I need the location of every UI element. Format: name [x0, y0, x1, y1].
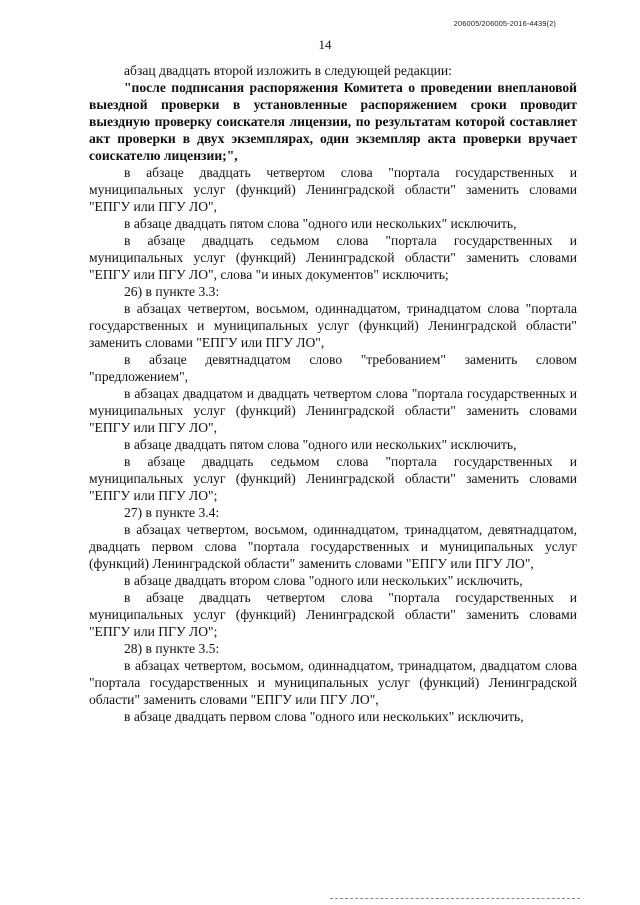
page-bottom-divider [330, 898, 580, 899]
paragraph: в абзаце двадцать седьмом слова "портала государственных и муниципальных услуг (функций) Ленинградской области" заменить словами "ЕПГУ или ПГУ ЛО"; [89, 454, 577, 503]
paragraph: в абзаце двадцать втором слова "одного или нескольких" исключить, [124, 573, 523, 588]
paragraph: в абзацах четвертом, восьмом, одиннадцатом, тринадцатом, девятнадцатом, двадцать первом слова "портала государственных и муниципальных услуг (функций) Ленинградской области" заменить словами "ЕПГУ или ПГУ ЛО", [89, 522, 577, 571]
section-item-heading: 27) в пункте 3.4: [124, 505, 220, 520]
paragraph: в абзаце двадцать пятом слова "одного или нескольких" исключить, [124, 437, 517, 452]
paragraph: в абзацах четвертом, восьмом, одиннадцатом, тринадцатом, двадцатом слова "портала государственных и муниципальных услуг (функций) Ленинградской области" заменить словами "ЕПГУ или ПГУ ЛО", [89, 658, 577, 707]
paragraph: абзац двадцать второй изложить в следующей редакции: [124, 63, 452, 78]
paragraph: в абзаце девятнадцатом слово "требованием" заменить словом "предложением", [89, 352, 577, 384]
paragraph: в абзацах четвертом, восьмом, одиннадцатом, тринадцатом слова "портала государственных и муниципальных услуг (функций) Ленинградской области" заменить словами "ЕПГУ или ПГУ ЛО", [89, 301, 577, 350]
document-body [89, 62, 577, 725]
document-id: 206005/206005-2016-4439(2) [453, 19, 556, 28]
paragraph: в абзацах двадцатом и двадцать четвертом слова "портала государственных и муниципальных услуг (функций) Ленинградской области" заменить словами "ЕПГУ или ПГУ ЛО", [89, 386, 577, 435]
paragraph: в абзаце двадцать четвертом слова "портала государственных и муниципальных услуг (функций) Ленинградской области" заменить словами "ЕПГУ или ПГУ ЛО"; [89, 590, 577, 639]
paragraph: в абзаце двадцать четвертом слова "портала государственных и муниципальных услуг (функций) Ленинградской области" заменить словами "ЕПГУ или ПГУ ЛО", [89, 165, 577, 214]
paragraph: в абзаце двадцать седьмом слова "портала государственных и муниципальных услуг (функций) Ленинградской области" заменить словами "ЕПГУ или ПГУ ЛО", слова "и иных документов" исключить; [89, 233, 577, 282]
paragraph: в абзаце двадцать первом слова "одного или нескольких" исключить, [124, 709, 524, 724]
quoted-amendment-paragraph: "после подписания распоряжения Комитета о проведении внеплановой выездной проверки в установленные распоряжением сроки проводит выездную проверку соискателя лицензии, по результатам которой составляет акт проверки в двух экземплярах, один экземпляр акта проверки вручает соискателю лицензии;", [89, 80, 577, 163]
section-item-heading: 26) в пункте 3.3: [124, 284, 220, 299]
section-item-heading: 28) в пункте 3.5: [124, 641, 220, 656]
page-number: 14 [318, 37, 332, 52]
paragraph: в абзаце двадцать пятом слова "одного или нескольких" исключить, [124, 216, 517, 231]
